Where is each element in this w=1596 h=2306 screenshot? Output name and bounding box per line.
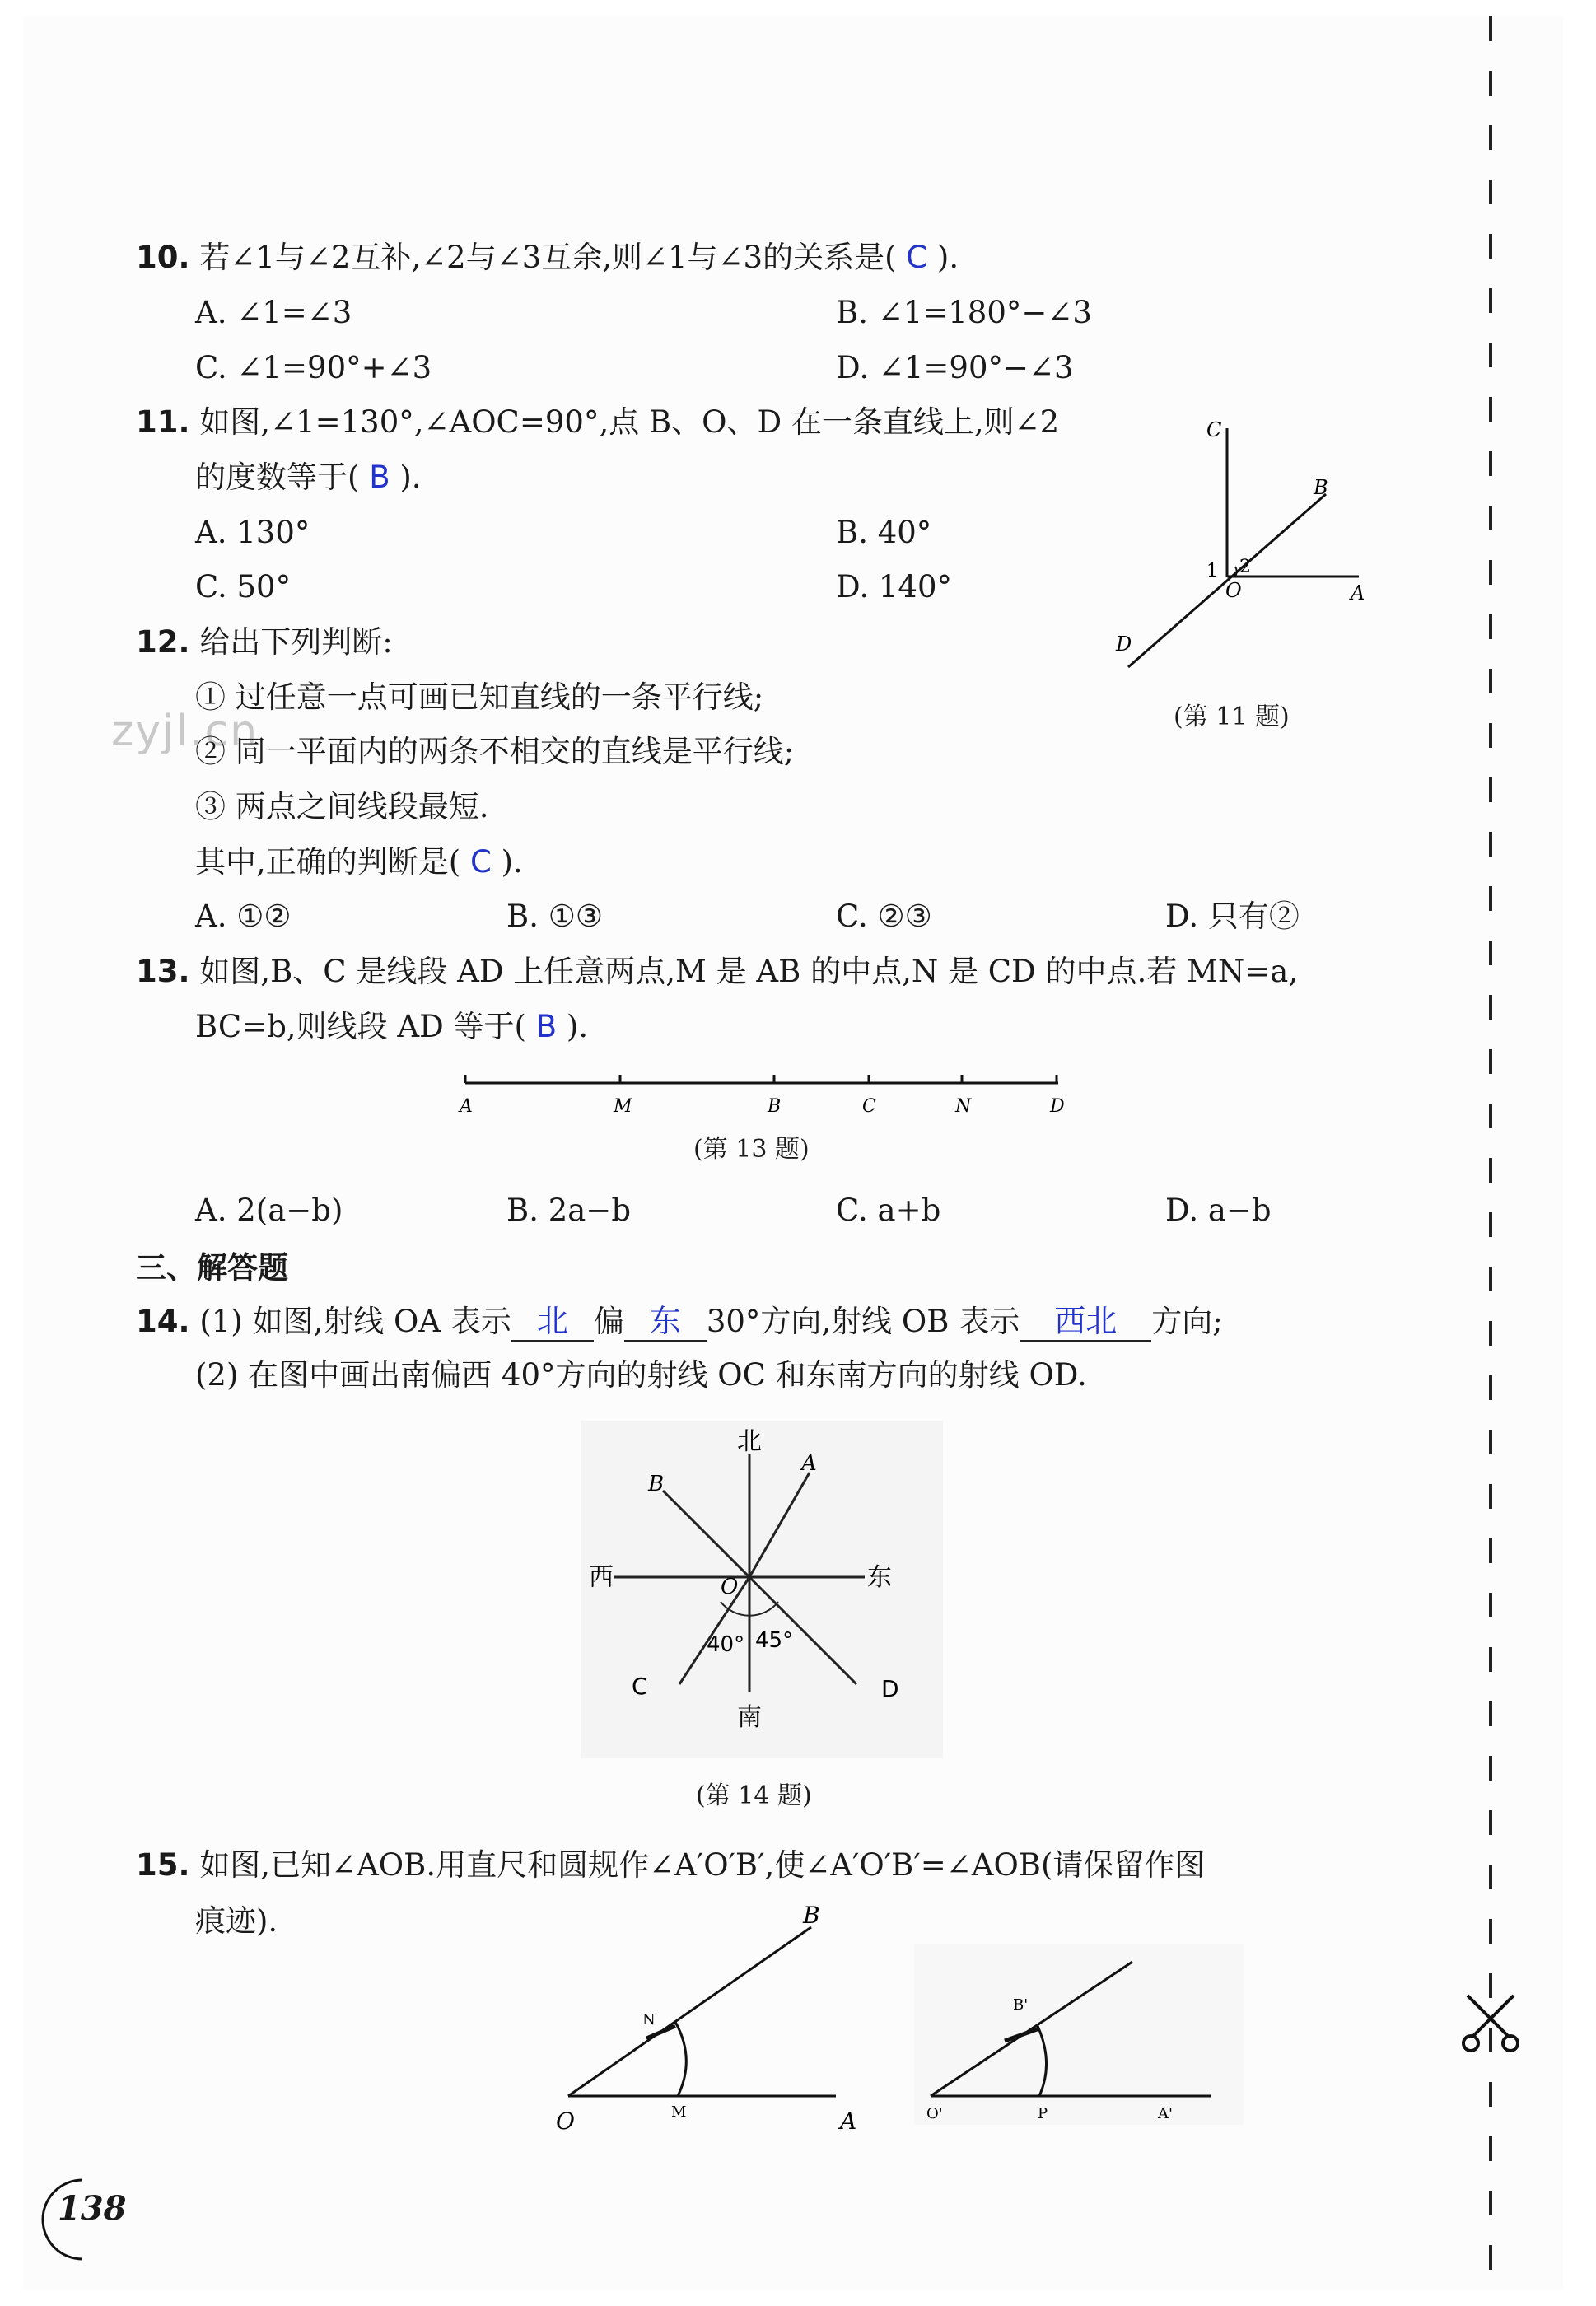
q15-right-label-B: B': [1013, 1996, 1029, 2014]
q11-label-A: A: [1351, 581, 1365, 605]
q14-blank-1: [511, 1303, 594, 1342]
q11-answer: B: [369, 460, 390, 495]
q13-stem-text2b: ).: [566, 1009, 589, 1044]
q15-number: 15.: [136, 1847, 190, 1883]
q15-left-label-N: N: [642, 2011, 656, 2028]
q13-point-A: A: [460, 1096, 473, 1117]
q15-stem-line2: 痕迹).: [195, 1903, 278, 1939]
q11-figure: [1112, 412, 1392, 675]
q13-option-d: D. a−b: [1165, 1193, 1272, 1228]
q10-option-a: A. ∠1=∠3: [195, 295, 352, 330]
q11-stem-text2a: 的度数等于(: [195, 460, 360, 495]
q10-answer: C: [906, 240, 928, 275]
q14-caption: (第 14 题): [696, 1781, 812, 1810]
q12-item-1: ① 过任意一点可画已知直线的一条平行线;: [195, 679, 764, 715]
q12-stem: [136, 622, 393, 663]
q11-option-d: D. 140°: [836, 569, 952, 605]
q12-item-3: ③ 两点之间线段最短.: [195, 789, 489, 824]
q14-part1-c: 30°方向,射线 OB 表示: [706, 1304, 1020, 1339]
q13-stem-line1: [136, 951, 1298, 992]
page-number: 138: [58, 2189, 127, 2228]
q14-blank-3-text: 西北: [1054, 1303, 1118, 1339]
q11-label-angle1: 1: [1206, 561, 1218, 581]
q12-item-2: ② 同一平面内的两条不相交的直线是平行线;: [195, 734, 795, 769]
q14-label-O: O: [721, 1575, 739, 1599]
q11-label-O: O: [1225, 579, 1242, 602]
section-3-title: 三、解答题: [136, 1250, 288, 1286]
q14-blank-2: [624, 1303, 707, 1342]
q12-option-b: B. ①③: [506, 899, 604, 934]
q14-blank-2-text: 东: [649, 1303, 681, 1339]
q11-stem-text2b: ).: [399, 460, 422, 495]
q15-left-label-A: A: [840, 2108, 857, 2135]
q12-ask-a: 其中,正确的判断是(: [195, 844, 461, 880]
q15-left-label-B: B: [803, 1902, 820, 1929]
q11-stem-text1: 如图,∠1=130°,∠AOC=90°,点 B、O、D 在一条直线上,则∠2: [199, 404, 1060, 440]
q15-left-label-M: M: [671, 2103, 687, 2121]
q14-part1-d: 方向;: [1151, 1304, 1223, 1339]
q11-caption: (第 11 题): [1174, 703, 1290, 731]
q15-left-label-O: O: [556, 2108, 575, 2135]
q11-option-b: B. 40°: [836, 515, 932, 550]
q14-number: 14.: [136, 1304, 190, 1339]
watermark: zyjl.cn: [111, 707, 259, 756]
q15-right-label-O: O': [926, 2105, 943, 2122]
q14-part1-a: (1) 如图,射线 OA 表示: [199, 1304, 511, 1339]
q15-right-label-A: A': [1158, 2105, 1173, 2122]
q14-compass-figure: [581, 1421, 943, 1758]
q13-option-a: A. 2(a−b): [195, 1193, 343, 1228]
q11-option-c: C. 50°: [195, 569, 292, 605]
q10-number: 10.: [136, 240, 190, 275]
q12-answer: C: [469, 844, 492, 880]
q13-figure: [457, 1071, 1075, 1120]
q13-stem-line2: [195, 1006, 588, 1048]
q13-answer: B: [535, 1009, 558, 1044]
q10-stem: [136, 237, 959, 278]
q12-option-a: A. ①②: [195, 899, 292, 934]
q14-part2: (2) 在图中画出南偏西 40°方向的射线 OC 和东南方向的射线 OD.: [195, 1357, 1087, 1393]
q14-blank-1-text: 北: [536, 1303, 568, 1339]
q14-label-A: A: [801, 1451, 817, 1476]
q14-label-west: 西: [589, 1563, 614, 1592]
q10-stem-b: ).: [936, 240, 959, 275]
q10-option-c: C. ∠1=90°+∠3: [195, 350, 432, 385]
q12-stem-text: 给出下列判断:: [199, 624, 393, 660]
q13-stem-text2a: BC=b,则线段 AD 等于(: [195, 1009, 526, 1044]
q14-label-40: 40°: [707, 1632, 745, 1657]
q13-number: 13.: [136, 954, 190, 989]
q12-ask-b: ).: [501, 844, 523, 880]
q13-point-D: D: [1050, 1096, 1065, 1117]
q14-blank-3: [1020, 1303, 1151, 1342]
q10-stem-a: 若∠1与∠2互补,∠2与∠3互余,则∠1与∠3的关系是(: [199, 240, 897, 275]
q14-label-north: 北: [737, 1427, 762, 1456]
q14-label-D: D: [881, 1675, 899, 1702]
q11-stem-line1: [136, 402, 1059, 443]
q15-right-label-P: P: [1038, 2105, 1048, 2122]
cut-line: [1482, 0, 1499, 2306]
q15-stem-line1: [136, 1845, 1205, 1886]
q11-number: 11.: [136, 404, 190, 440]
q15-constructed-angle: [914, 1944, 1244, 2125]
q13-point-N: N: [955, 1096, 972, 1117]
q10-option-b: B. ∠1=180°−∠3: [836, 295, 1092, 330]
q13-caption: (第 13 题): [693, 1135, 810, 1164]
q11-option-a: A. 130°: [195, 515, 310, 550]
q13-point-B: B: [768, 1096, 782, 1117]
q13-point-C: C: [862, 1096, 876, 1117]
q12-ask: [195, 842, 523, 883]
q14-part1-b: 偏: [593, 1304, 624, 1339]
q12-option-c: C. ②③: [836, 899, 932, 934]
q14-label-C: C: [632, 1673, 648, 1700]
q14-label-45: 45°: [755, 1628, 794, 1653]
q14-part1: [136, 1301, 1223, 1342]
q13-option-c: C. a+b: [836, 1193, 941, 1228]
q10-option-d: D. ∠1=90°−∠3: [836, 350, 1074, 385]
q11-label-D: D: [1116, 633, 1132, 656]
q15-stem-text1: 如图,已知∠AOB.用直尺和圆规作∠A′O′B′,使∠A′O′B′=∠AOB(请保留作图: [199, 1847, 1206, 1883]
q12-number: 12.: [136, 624, 190, 660]
q13-point-M: M: [614, 1096, 632, 1117]
q13-option-b: B. 2a−b: [506, 1193, 631, 1228]
q12-option-d: D. 只有②: [1165, 899, 1300, 934]
q14-label-B: B: [648, 1472, 665, 1496]
q14-label-east: 东: [867, 1563, 892, 1592]
q15-original-angle: [539, 1894, 885, 2141]
scissors-icon: [1458, 1989, 1524, 2055]
q11-label-B: B: [1314, 476, 1328, 499]
q11-stem-line2: [195, 457, 422, 498]
q14-label-south: 南: [737, 1703, 762, 1732]
q13-stem-text1: 如图,B、C 是线段 AD 上任意两点,M 是 AB 的中点,N 是 CD 的中点.若 MN=a,: [199, 954, 1299, 989]
q11-label-angle2: 2: [1239, 557, 1251, 577]
q11-label-C: C: [1206, 418, 1222, 441]
